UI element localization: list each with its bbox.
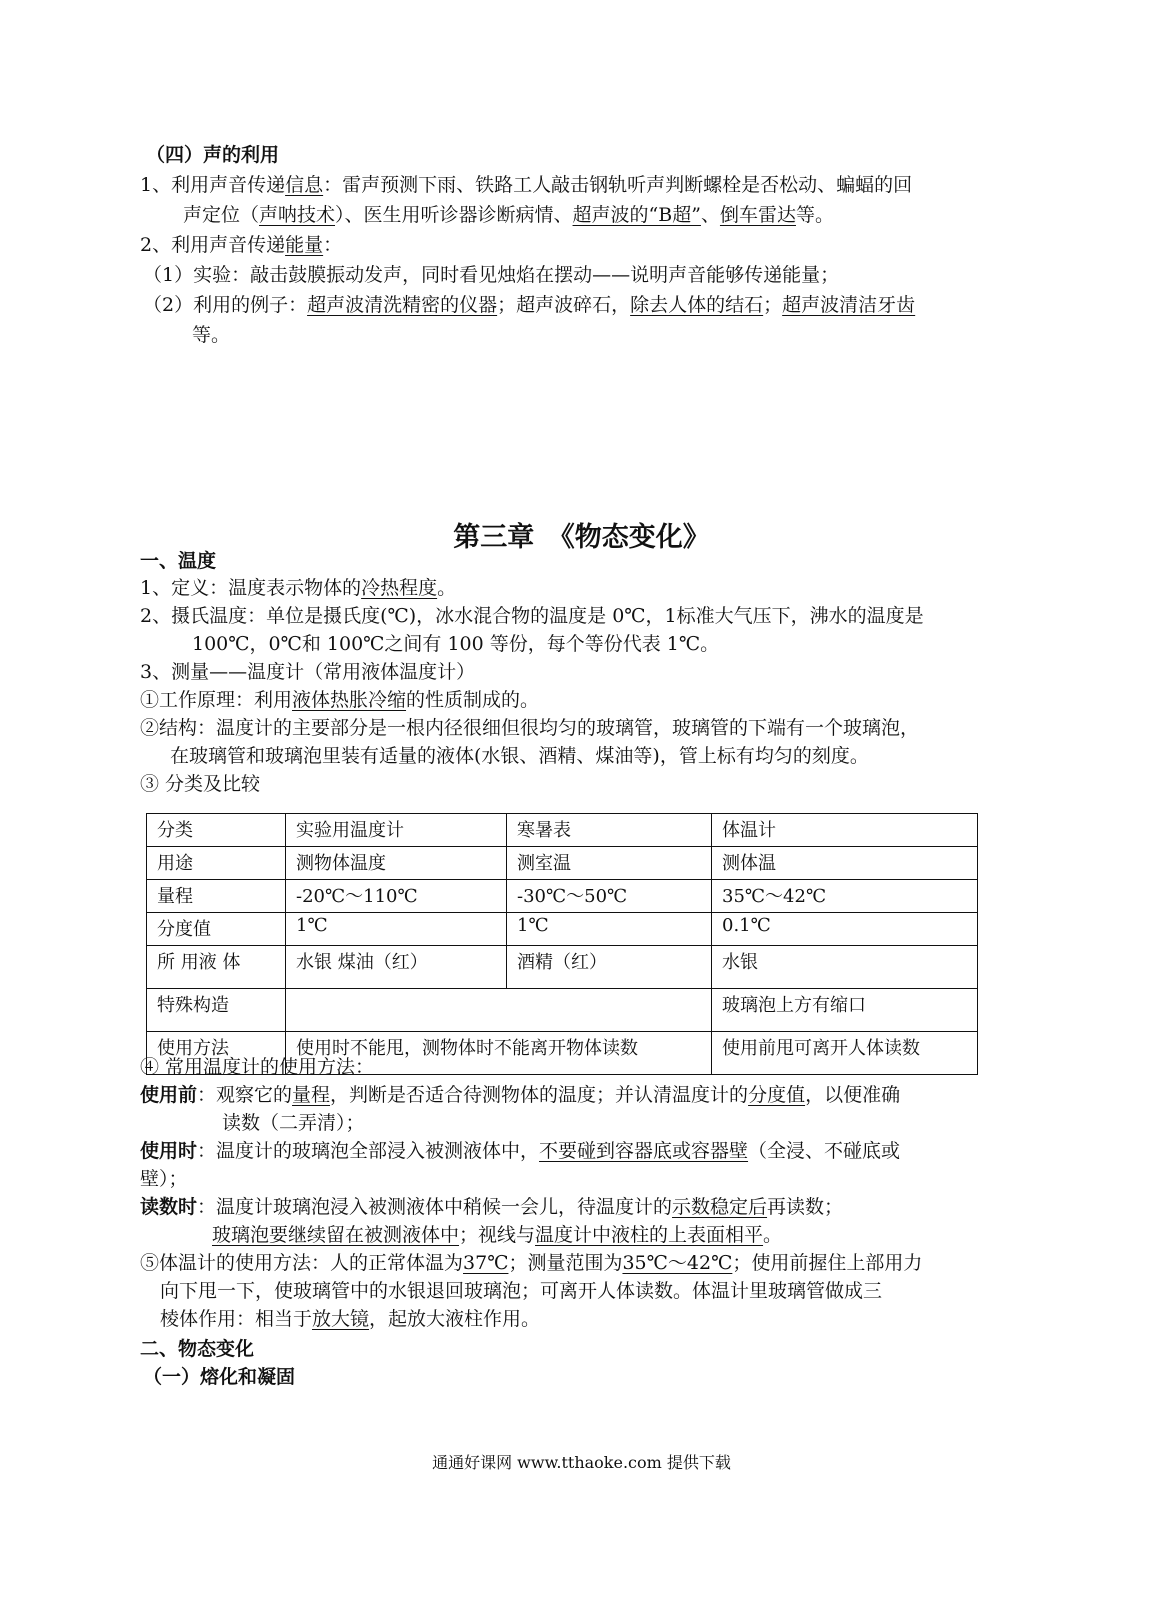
text: ；超声波碎石，: [497, 294, 631, 316]
clinical-line-2: 向下甩一下，使玻璃管中的水银退回玻璃泡；可离开人体读数。体温计里玻璃管做成三: [160, 1280, 883, 1302]
text: ；使用前握住上部用力: [732, 1252, 923, 1274]
table-cell: 测室温: [507, 847, 712, 880]
text: ，判断是否适合待测物体的温度；并认清温度计的: [330, 1084, 749, 1106]
text: ，起放大液柱作用。: [369, 1308, 541, 1330]
label: 使用前: [140, 1084, 198, 1106]
table-cell: 用途: [147, 847, 286, 880]
text: 声定位（: [183, 204, 260, 226]
text: 的性质制成的。: [406, 689, 540, 711]
structure-line-1: ②结构：温度计的主要部分是一根内径很细但很均匀的玻璃管，玻璃管的下端有一个玻璃泡，: [140, 717, 920, 739]
subsection-melting: （一）熔化和凝固: [143, 1366, 296, 1388]
underlined-term: 能量: [285, 234, 324, 256]
underlined-term: 液体热胀冷缩: [292, 689, 407, 711]
sound-energy-line: [140, 230, 342, 260]
underlined-term: 超声波清洗精密的仪器: [307, 294, 498, 316]
chapter-title: 第三章 《物态变化》: [453, 522, 710, 553]
text: ⑤体温计的使用方法：人的正常体温为: [140, 1252, 464, 1274]
table-cell: 1℃: [286, 913, 507, 946]
celsius-line-1: 2、摄氏温度：单位是摄氏度(℃)，冰水混合物的温度是 0℃，1标准大气压下，沸水的温度是: [140, 605, 924, 627]
table-cell: 实验用温度计: [286, 814, 507, 847]
text: 再读数；: [767, 1196, 844, 1218]
text: 1、利用声音传递: [140, 174, 286, 196]
text: 棱体作用：相当于: [160, 1308, 313, 1330]
sound-info-line-1: [140, 170, 912, 200]
table-cell: 特殊构造: [147, 989, 286, 1032]
table-cell: 分类: [147, 814, 286, 847]
underlined-term: 倒车雷达: [719, 204, 796, 226]
text: 、: [700, 204, 720, 226]
underlined-term: 温度计中液柱的上表面相平: [535, 1224, 764, 1246]
table-cell: 使用方法: [147, 1032, 286, 1075]
text: （2）利用的例子：: [143, 294, 308, 316]
table-cell: -30℃～50℃: [507, 880, 712, 913]
temperature-definition: [140, 573, 456, 603]
usage-during-line-2: 壁）；: [140, 1168, 188, 1190]
text: ：温度计的玻璃泡全部浸入被测液体中，: [197, 1140, 540, 1162]
text: ；: [763, 294, 783, 316]
text: 2、利用声音传递: [140, 234, 286, 256]
principle-line: [140, 685, 539, 715]
thermometer-comparison-table: [146, 813, 978, 1075]
table-cell: 1℃: [507, 913, 712, 946]
usage-title: ④ 常用温度计的使用方法：: [140, 1056, 375, 1078]
table-cell: 水银: [712, 946, 978, 989]
underlined-term: 示数稳定后: [672, 1196, 768, 1218]
classify-line: ③ 分类及比较: [140, 773, 261, 795]
usage-before-line-2: 读数（二弄清）；: [222, 1112, 365, 1134]
table-row: [147, 946, 978, 989]
text: ，以便准确: [805, 1084, 901, 1106]
text: 1、定义：温度表示物体的: [140, 577, 362, 599]
text: ：观察它的: [197, 1084, 293, 1106]
underlined-term: 37℃: [463, 1252, 509, 1274]
underlined-term: 信息: [285, 174, 324, 196]
underlined-term: 除去人体的结石: [630, 294, 764, 316]
table-cell: 测体温: [712, 847, 978, 880]
text: ：温度计玻璃泡浸入被测液体中稍候一会儿，待温度计的: [197, 1196, 673, 1218]
table-cell: 35℃～42℃: [712, 880, 978, 913]
table-cell: 酒精（红）: [507, 946, 712, 989]
text: ①工作原理：利用: [140, 689, 293, 711]
underlined-term: 放大镜: [312, 1308, 370, 1330]
table-cell: 使用前甩可离开人体读数: [712, 1032, 978, 1075]
table-row: [147, 814, 978, 847]
table-cell: 测物体温度: [286, 847, 507, 880]
clinical-line-1: [140, 1248, 922, 1278]
underlined-term: 声呐技术: [259, 204, 336, 226]
text: 。: [437, 577, 457, 599]
section-heading-temperature: 一、温度: [140, 550, 217, 572]
text: ：: [323, 234, 343, 256]
underlined-term: 超声波清洁牙齿: [782, 294, 916, 316]
text: 等。: [795, 204, 834, 226]
table-cell: 体温计: [712, 814, 978, 847]
usage-during-line-1: [140, 1136, 900, 1166]
table-cell: 使用时不能甩，测物体时不能离开物体读数: [286, 1032, 712, 1075]
table-cell: 所 用液 体: [147, 946, 286, 989]
underlined-term: 35℃～42℃: [622, 1252, 733, 1274]
usage-read-line-2: [212, 1220, 782, 1250]
sound-info-line-2: [183, 200, 834, 230]
underlined-term: 量程: [292, 1084, 331, 1106]
sound-examples-line-2: 等。: [192, 324, 231, 346]
text: （全浸、不碰底或: [748, 1140, 901, 1162]
table-cell: [286, 989, 712, 1032]
underlined-term: 玻璃泡要继续留在被测液体中: [212, 1224, 460, 1246]
table-cell: 水银 煤油（红）: [286, 946, 507, 989]
structure-line-2: 在玻璃管和玻璃泡里装有适量的液体(水银、酒精、煤油等)，管上标有均匀的刻度。: [170, 745, 869, 767]
sound-examples-line-1: [143, 290, 915, 320]
label: 读数时: [140, 1196, 198, 1218]
table-cell: 0.1℃: [712, 913, 978, 946]
table-cell: 分度值: [147, 913, 286, 946]
table-row: [147, 847, 978, 880]
text: ）、医生用听诊器诊断病情、: [335, 204, 573, 226]
page-footer: 通通好课网 www.tthaoke.com 提供下载: [432, 1453, 731, 1472]
label: 使用时: [140, 1140, 198, 1162]
underlined-term: 不要碰到容器底或容器壁: [539, 1140, 749, 1162]
celsius-line-2: 100℃，0℃和 100℃之间有 100 等份，每个等份代表 1℃。: [192, 633, 720, 655]
underlined-term: 超声波的“B超”: [572, 204, 701, 226]
text: ；测量范围为: [508, 1252, 623, 1274]
table-row: [147, 880, 978, 913]
usage-before-line-1: [140, 1080, 900, 1110]
table-cell: 量程: [147, 880, 286, 913]
table-row: [147, 913, 978, 946]
underlined-term: 分度值: [748, 1084, 806, 1106]
table-cell: -20℃～110℃: [286, 880, 507, 913]
section-heading-state-change: 二、物态变化: [140, 1338, 255, 1360]
sound-experiment-line: （1）实验：敲击鼓膜振动发声，同时看见烛焰在摆动——说明声音能够传递能量；: [143, 264, 840, 286]
text: ；视线与: [459, 1224, 536, 1246]
text: ：雷声预测下雨、铁路工人敲击钢轨听声判断螺栓是否松动、蝙蝠的回: [323, 174, 913, 196]
text: 。: [763, 1224, 783, 1246]
clinical-line-3: [160, 1304, 540, 1334]
usage-read-line-1: [140, 1192, 843, 1222]
section-heading-sound-use: （四）声的利用: [146, 144, 280, 166]
table-cell: 寒暑表: [507, 814, 712, 847]
table-cell: 玻璃泡上方有缩口: [712, 989, 978, 1032]
table-row: [147, 989, 978, 1032]
measure-line: 3、测量——温度计（常用液体温度计）: [140, 661, 476, 683]
underlined-term: 冷热程度: [361, 577, 438, 599]
